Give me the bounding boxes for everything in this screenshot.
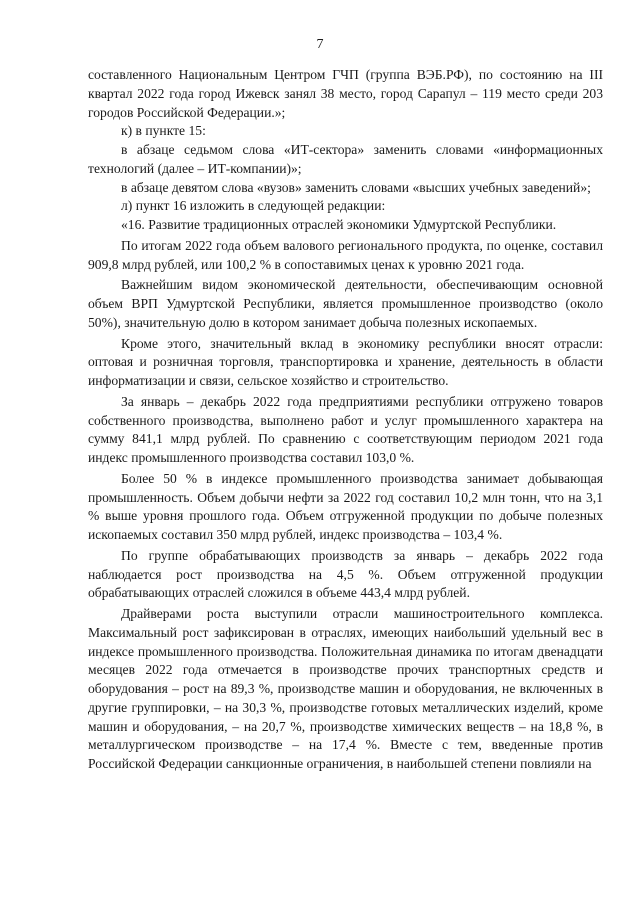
page-number: 7	[316, 37, 324, 52]
section-heading-16: «16. Развитие традиционных отраслей экономики Удмуртской Республики.	[121, 217, 557, 232]
paragraph-shipped-goods: За январь – декабрь 2022 года предприятиями республики отгружено товаров собственного производства, выполнено работ и услуг промышленного характера на сумму 841,1 млрд рублей. По сравнению с соответствующим периодом 2021 года индекс промышленного производства составил 103,0 %.	[88, 393, 603, 465]
paragraph-item-l: л) пункт 16 изложить в следующей редакции:	[121, 198, 386, 214]
paragraph-mining: Более 50 % в индексе промышленного производства занимает добывающая промышленность. Объем добычи нефти за 2022 год составил 10,2 млн тонн, что на 3,1 % выше уровня прошлого года. Объем отгруженной продукции по добыче полезных ископаемых составил 350 млрд рублей, индекс производства – 103,4 %.	[88, 470, 603, 542]
paragraph-abzac-seventh: в абзаце седьмом слова «ИТ-сектора» заменить словами «информационных технологий (далее – ИТ-компании)»;	[88, 142, 603, 176]
paragraph-main-activity: Важнейшим видом экономической деятельности, обеспечивающим основной объем ВРП Удмуртской Республики, является промышленное производство (около 50%), значительную долю в котором занимает добыча полезных ископаемых.	[88, 277, 603, 330]
paragraph-grp-2022: По итогам 2022 года объем валового регионального продукта, по оценке, составил 909,8 млрд рублей, или 100,2 % в сопоставимых ценах к уровню 2021 года.	[88, 237, 603, 272]
paragraph-other-sectors: Кроме этого, значительный вклад в экономику республики вносят отрасли: оптовая и розничная торговля, транспортировка и хранение, деятельность в области информатизации и связи, сельское хозяйство и строительство.	[88, 335, 603, 388]
paragraph-item-k: к) в пункте 15:	[121, 123, 206, 139]
paragraph-ranking-continuation: составленного Национальным Центром ГЧП (группа ВЭБ.РФ), по состоянию на III квартал 2022 года город Ижевск занял 38 место, город Сарапул – 119 место среди 203 городов Российской Федерации.»;	[88, 67, 603, 120]
document-body	[88, 66, 603, 774]
paragraph-manufacturing: По группе обрабатывающих производств за январь – декабрь 2022 года наблюдается рост производства на 4,5 %. Объем отгруженной продукции обрабатывающих отраслей сложился в объеме 443,4 млрд рублей.	[88, 547, 603, 601]
paragraph-abzac-ninth: в абзаце девятом слова «вузов» заменить словами «высших учебных заведений»;	[121, 179, 591, 195]
paragraph-growth-drivers: Драйверами роста выступили отрасли машиностроительного комплекса. Максимальный рост зафиксирован в отраслях, имеющих наибольший удельный вес в индексе промышленного производства. Положительная динамика по итогам двенадцати месяцев 2022 года отмечается в производстве прочих транспортных средств и оборудования – рост на 89,3 %, производстве машин и оборудования, не включенных в другие группировки, – на 30,3 %, производстве готовых металлических изделий, кроме машин и оборудования, – на 20,7 %, производстве химических веществ – на 18,8 %, в металлургическом производстве – на 17,4 %. Вместе с тем, введенные против Российской Федерации санкционные ограничения, в наибольшей степени повлияли на	[88, 606, 603, 771]
